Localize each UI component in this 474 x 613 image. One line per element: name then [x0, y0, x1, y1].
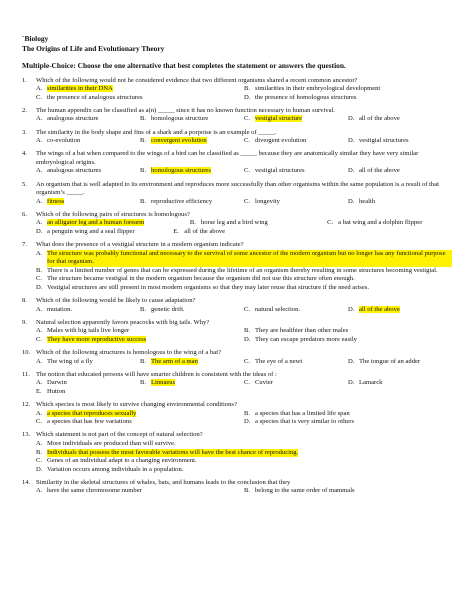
document-title: The Origins of Life and Evolutionary Theory — [22, 43, 165, 53]
option-text: have the same chromosome number — [47, 487, 142, 495]
question-text: Which of the following would be likely to cause adaptation? — [36, 297, 196, 305]
answer-option[interactable] — [244, 379, 348, 388]
answer-option[interactable] — [36, 487, 244, 496]
option-letter: B. — [189, 219, 196, 227]
question-number: 2. — [22, 106, 27, 114]
option-text: vestigial structures — [255, 167, 305, 175]
option-text: They can escape predators more easily — [255, 335, 357, 343]
option-letter: E. — [36, 387, 42, 395]
answer-option[interactable] — [348, 379, 452, 388]
question — [22, 401, 452, 427]
answer-option[interactable] — [36, 466, 452, 475]
option-text: all of the above — [359, 167, 400, 175]
option-letter: A. — [36, 219, 43, 227]
option-text: The wing of a fly — [47, 357, 93, 365]
option-letter: D. — [36, 228, 43, 235]
question-number: 7. — [22, 241, 27, 249]
option-letter: A. — [36, 115, 43, 123]
answer-option[interactable] — [244, 418, 452, 427]
question — [22, 241, 452, 292]
option-letter: C. — [36, 275, 43, 283]
option-letter: C. — [36, 418, 43, 426]
answer-option[interactable] — [244, 306, 348, 315]
option-text: homologous structure — [151, 115, 209, 123]
answer-option[interactable] — [36, 267, 452, 276]
option-text: reproductive efficiency — [151, 197, 213, 205]
highlighted-answer-text: The arm of a man — [151, 357, 198, 365]
option-text: genetic drift. — [151, 305, 185, 313]
answer-option[interactable] — [348, 306, 452, 315]
option-text: analogous structure — [47, 115, 99, 123]
option-letter: A. — [36, 197, 43, 205]
option-letter: A. — [36, 357, 43, 365]
question-stem — [22, 77, 452, 86]
option-text: Lamarck — [359, 379, 383, 387]
answer-option[interactable] — [140, 306, 244, 315]
option-letter: A. — [36, 249, 43, 257]
option-text: The eye of a newt — [255, 357, 303, 365]
option-text: Vestigial structures are still present in most modern organisms so that they may later reuse that structure if the need arises. — [47, 283, 369, 291]
option-text: co-evolution — [47, 137, 81, 145]
question-stem — [22, 150, 452, 167]
option-text: Males with big tails live longer — [47, 327, 130, 335]
question-number: 6. — [22, 210, 27, 218]
option-letter: B. — [140, 379, 147, 387]
option-letter: D. — [244, 418, 251, 426]
answer-options — [22, 85, 452, 102]
option-text: health — [359, 197, 376, 205]
question-text: Which of the following structures is homologous to the wing of a bat? — [36, 349, 221, 357]
highlighted-answer-text: The structure was probably functional and necessary to the survival of some ancestor of the modern organism but no longer has any functional purpose for that organism. — [47, 250, 452, 267]
highlighted-answer-text: similarities in their DNA — [47, 85, 113, 93]
option-text: Darwin — [47, 379, 67, 387]
question-stem — [22, 241, 452, 250]
answer-option[interactable] — [348, 358, 452, 367]
answer-option[interactable] — [244, 167, 348, 176]
option-letter: B. — [36, 266, 43, 274]
question-stem — [22, 129, 452, 138]
option-letter: A. — [36, 167, 43, 175]
answer-options — [22, 219, 452, 236]
option-text: Hutton — [47, 387, 66, 395]
option-text: They are healthier than other males — [255, 327, 349, 335]
option-letter: A. — [36, 85, 43, 93]
option-letter: D. — [348, 305, 355, 313]
option-letter: B. — [140, 197, 147, 205]
option-letter: C. — [327, 219, 334, 227]
option-letter: C. — [244, 379, 251, 387]
question-number: 11. — [22, 370, 30, 378]
question-text: Which of the following would not be considered evidence that two different organisms shared a recent common ancestor? — [36, 76, 358, 84]
option-letter: B. — [244, 327, 251, 335]
option-letter: C. — [244, 115, 251, 123]
answer-options — [22, 137, 452, 146]
answer-option[interactable] — [36, 167, 140, 176]
option-letter: D. — [348, 379, 355, 387]
option-letter: B. — [140, 137, 147, 145]
answer-option[interactable] — [244, 115, 348, 124]
question-stem — [22, 479, 452, 488]
answer-option[interactable] — [140, 358, 244, 367]
option-letter: C. — [244, 167, 251, 175]
question — [22, 211, 452, 237]
question-number: 13. — [22, 431, 31, 439]
option-letter: B. — [244, 409, 251, 417]
highlighted-answer-text: homologous structures — [151, 167, 211, 175]
option-text: longevity — [255, 197, 280, 205]
question-number: 3. — [22, 128, 27, 136]
option-letter: D. — [36, 465, 43, 473]
option-letter: A. — [36, 305, 43, 313]
option-letter: B. — [244, 487, 251, 495]
answer-option[interactable] — [244, 137, 348, 146]
answer-option[interactable] — [36, 115, 140, 124]
question — [22, 479, 452, 496]
option-letter: C. — [36, 93, 43, 101]
answer-option[interactable] — [244, 327, 452, 336]
option-text: The tongue of an adder — [359, 357, 421, 365]
answer-options — [22, 115, 452, 124]
highlighted-answer-text: an alligator leg and a human forearm — [47, 219, 145, 227]
option-text: There is a limited number of genes that can be expressed during the lifetime of an organism thereby resulting in some structures becoming vestigial. — [47, 266, 438, 274]
answer-option[interactable] — [36, 379, 140, 388]
answer-option[interactable] — [140, 198, 244, 207]
question-list — [22, 77, 452, 496]
answer-option[interactable] — [244, 85, 452, 94]
answer-option[interactable] — [348, 115, 452, 124]
answer-option[interactable] — [140, 137, 244, 146]
question-number: 8. — [22, 297, 27, 305]
option-letter: D. — [244, 335, 251, 343]
question — [22, 349, 452, 366]
answer-options — [22, 198, 452, 207]
answer-option[interactable] — [36, 219, 190, 228]
answer-option[interactable] — [36, 440, 452, 449]
question-number: 14. — [22, 478, 31, 486]
answer-option[interactable] — [36, 137, 140, 146]
answer-options — [22, 379, 452, 396]
question-number: 12. — [22, 401, 31, 409]
answer-option[interactable] — [36, 358, 140, 367]
option-letter: A. — [36, 439, 43, 447]
option-text: belong to the same order of mammals — [255, 487, 355, 495]
answer-option[interactable] — [36, 418, 244, 427]
option-text: natural selection. — [255, 305, 301, 313]
answer-option[interactable] — [36, 457, 452, 466]
highlighted-answer-text: all of the above — [359, 305, 400, 313]
option-letter: B. — [140, 305, 147, 313]
answer-option[interactable] — [36, 198, 140, 207]
answer-option[interactable] — [140, 379, 244, 388]
highlighted-answer-text: fitness — [47, 197, 65, 205]
option-letter: A. — [36, 409, 43, 417]
instructions: Multiple-Choice: Choose the one alternative that best completes the statement or answers the question. — [22, 60, 346, 70]
answer-option[interactable] — [348, 137, 452, 146]
option-letter: D. — [348, 167, 355, 175]
answer-option[interactable] — [244, 358, 348, 367]
question — [22, 150, 452, 176]
answer-option[interactable] — [36, 250, 452, 267]
option-text: More individuals are produced than will survive. — [47, 439, 176, 447]
highlighted-answer-text: Individuals that possess the most favorable variations will have the best chance of reproducing. — [47, 448, 299, 456]
highlighted-answer-text: Linnaeus — [151, 379, 176, 387]
question-stem — [22, 297, 452, 306]
question-stem — [22, 319, 452, 328]
answer-option[interactable] — [190, 219, 327, 228]
question-text: The wings of a bat when compared to the wings of a bird can be classified as _____ because they are anatomically similar they have very similar embryological origins. — [36, 150, 419, 166]
question-text: What does the presence of a vestigial structure in a modern organism indicate? — [36, 241, 244, 249]
option-letter: B. — [36, 448, 43, 456]
option-letter: C. — [36, 457, 43, 465]
option-letter: C. — [244, 197, 251, 205]
question-stem — [22, 431, 452, 440]
option-letter: C. — [244, 305, 251, 313]
answer-option[interactable] — [36, 336, 244, 345]
question — [22, 107, 452, 124]
option-letter: C. — [36, 335, 43, 343]
question-number: 5. — [22, 180, 27, 188]
option-letter: A. — [36, 379, 43, 387]
answer-option[interactable] — [244, 198, 348, 207]
question — [22, 77, 452, 103]
question-stem — [22, 107, 452, 116]
option-text: the presence of homologous structures — [255, 93, 357, 101]
option-letter: D. — [348, 137, 355, 145]
highlighted-answer-text: convergent evolution — [151, 137, 207, 145]
option-letter: B. — [244, 85, 251, 93]
question — [22, 181, 452, 207]
option-letter: A. — [36, 137, 43, 145]
answer-options — [22, 358, 452, 367]
answer-options — [22, 487, 452, 496]
answer-option[interactable] — [36, 228, 173, 237]
question — [22, 371, 452, 397]
question-text: Similarity in the skeletal structures of whales, bats, and humans leads to the conclusion that they — [36, 478, 291, 486]
answer-option[interactable] — [244, 336, 452, 345]
answer-options — [22, 410, 452, 427]
question-number: 10. — [22, 349, 31, 357]
question-number: 4. — [22, 150, 27, 158]
answer-option[interactable] — [36, 388, 140, 397]
question-stem — [22, 371, 452, 380]
question-text: The similarity in the body shape and fins of a shark and a porpoise is an example of _____. — [36, 128, 277, 136]
highlighted-answer-text: vestigial structure — [255, 115, 303, 123]
question — [22, 431, 452, 474]
answer-option[interactable] — [36, 85, 244, 94]
answer-option[interactable] — [36, 306, 140, 315]
option-letter: C. — [244, 137, 251, 145]
question-number: 9. — [22, 318, 27, 326]
question — [22, 297, 452, 314]
option-letter: D. — [244, 93, 251, 101]
option-text: vestigial structures — [359, 137, 409, 145]
question-stem — [22, 401, 452, 410]
question-text: Natural selection apparently favors peacocks with big tails. Why? — [36, 318, 210, 326]
option-text: a species that is very similar to others — [255, 418, 355, 426]
option-letter: C. — [244, 357, 251, 365]
course-title: `Biology — [22, 34, 49, 43]
question-text: Which of the following pairs of structures is homologous? — [36, 210, 190, 218]
option-text: the presence of analogous structures — [47, 93, 143, 101]
option-text: Cuvier — [255, 379, 273, 387]
question — [22, 129, 452, 146]
option-text: The structure became vestigial in the modern organism because the organism did not use this structure often enough. — [47, 275, 355, 283]
option-letter: D. — [348, 357, 355, 365]
answer-option[interactable] — [36, 327, 244, 336]
question-text: Which species is most likely to survive changing environmental conditions? — [36, 401, 237, 409]
answer-option[interactable] — [348, 198, 452, 207]
answer-option[interactable] — [36, 284, 452, 293]
question-stem — [22, 349, 452, 358]
option-text: divergent evolution — [255, 137, 307, 145]
option-text: a bat wing and a dolphin flipper — [338, 219, 423, 227]
option-text: a species that has few variations — [47, 418, 132, 426]
answer-option[interactable] — [36, 94, 244, 103]
answer-option[interactable] — [348, 167, 452, 176]
question-text: An organism that is well adapted to its environment and reproduces more successfully than other organisms within the same population is a result of that organism’s _____. — [36, 180, 439, 197]
answer-option[interactable] — [244, 94, 452, 103]
answer-option[interactable] — [140, 167, 244, 176]
option-text: all of the above — [184, 228, 226, 235]
option-text: similarities in their embryological development — [255, 85, 381, 93]
question — [22, 319, 452, 345]
answer-options — [22, 250, 452, 293]
question-stem — [22, 211, 452, 220]
answer-option[interactable] — [36, 449, 452, 458]
option-text: analogous structures — [47, 167, 102, 175]
option-text: horse leg and a bird wing — [200, 219, 268, 227]
answer-options — [22, 306, 452, 315]
question-text: The notion that educated persons will have smarter children is consistent with the ideas of : — [36, 370, 277, 378]
answer-options — [22, 327, 452, 344]
answer-option[interactable] — [36, 275, 452, 284]
option-letter: A. — [36, 487, 43, 495]
option-text: a penguin wing and a seal flipper — [47, 228, 135, 235]
answer-option[interactable] — [244, 410, 452, 419]
question-text: Which statement is not part of the concept of natural selection? — [36, 431, 203, 439]
option-letter: D. — [348, 197, 355, 205]
option-text: Genes of an individual adapt to a changing environment. — [47, 457, 197, 465]
answer-option[interactable] — [36, 410, 244, 419]
option-letter: D. — [348, 115, 355, 123]
answer-option[interactable] — [140, 115, 244, 124]
answer-option[interactable] — [173, 228, 310, 237]
option-text: mutation. — [47, 305, 73, 313]
option-text: all of the above — [359, 115, 400, 123]
answer-options — [22, 440, 452, 474]
highlighted-answer-text: They have more reproductive success — [47, 335, 147, 343]
question-text: The human appendix can be classified as a(n) _____ since it has no known function necessary to human survival. — [36, 106, 336, 114]
question-number: 1. — [22, 76, 27, 84]
option-letter: A. — [36, 327, 43, 335]
option-letter: B. — [140, 167, 147, 175]
question-stem — [22, 181, 452, 198]
highlighted-answer-text: a species that reproduces sexually — [47, 409, 137, 417]
answer-option[interactable] — [244, 487, 452, 496]
answer-option[interactable] — [327, 219, 452, 228]
option-letter: D. — [36, 283, 43, 291]
option-letter: B. — [140, 357, 147, 365]
option-text: Variation occurs among individuals in a population. — [47, 465, 184, 473]
option-text: a species that has a limited life span — [255, 409, 350, 417]
option-letter: B. — [140, 115, 147, 123]
answer-options — [22, 167, 452, 176]
option-letter: E. — [173, 228, 179, 235]
